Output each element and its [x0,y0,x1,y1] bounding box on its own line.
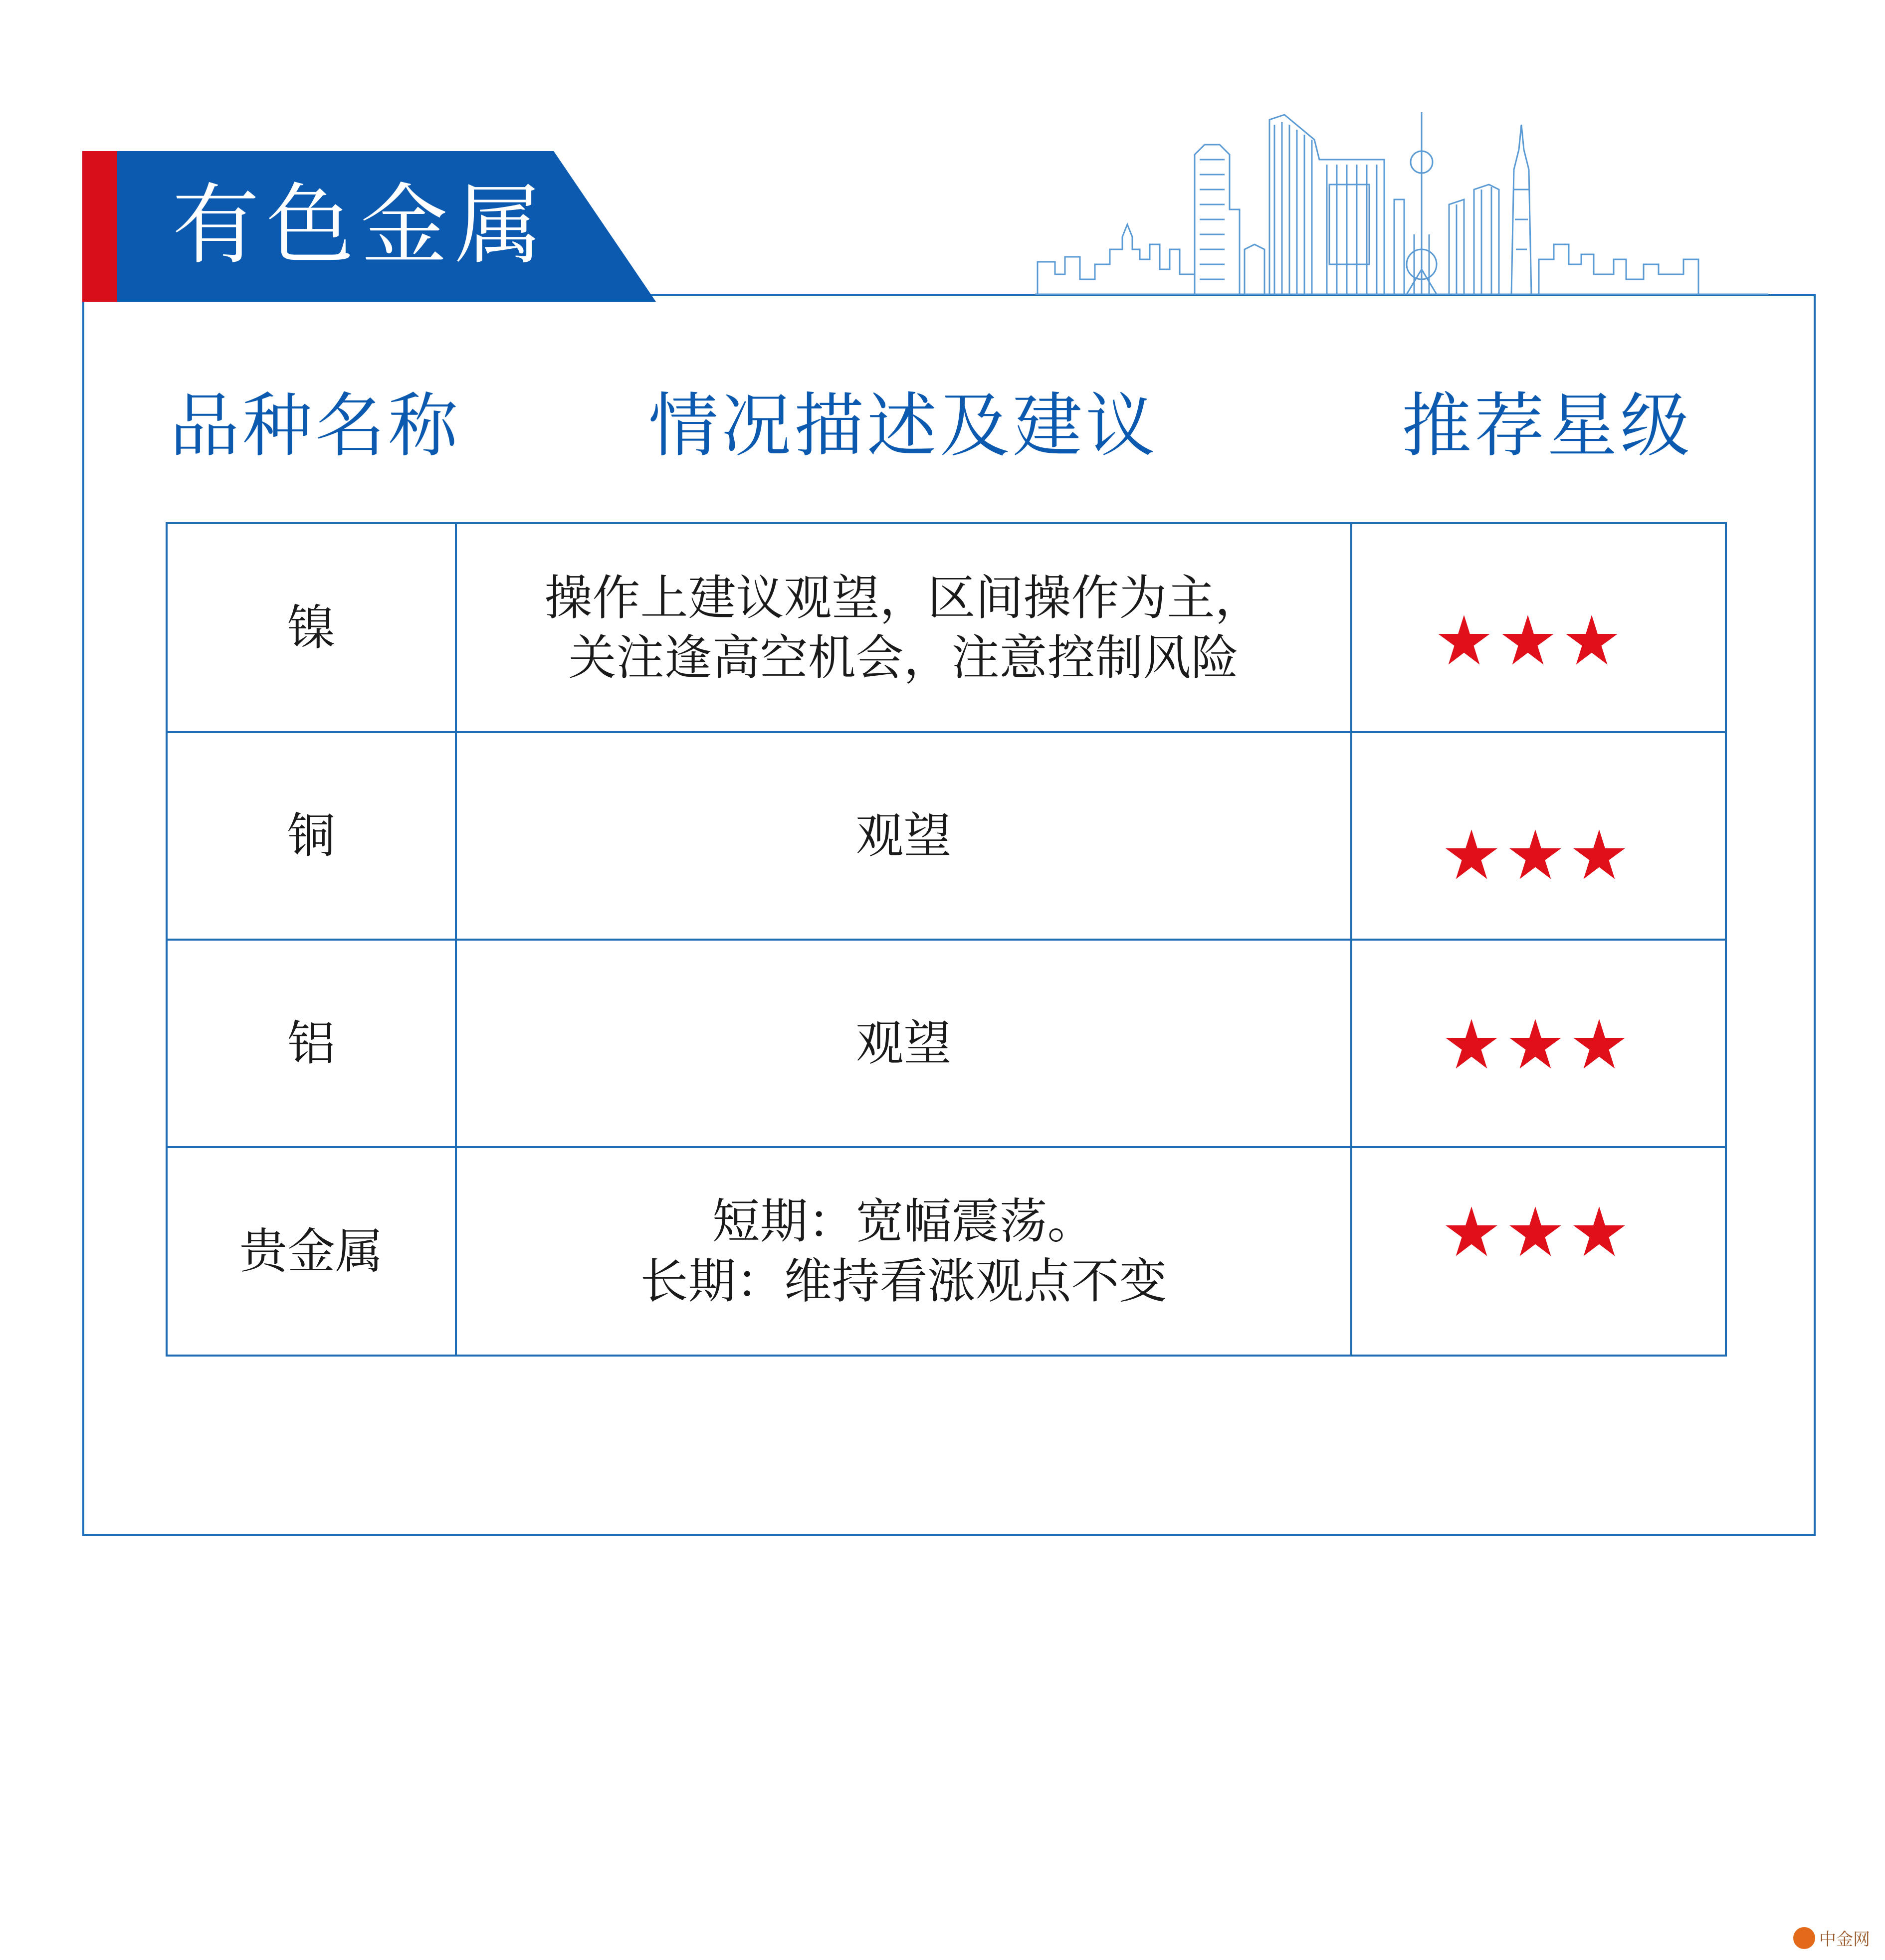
watermark-text: 中金网 [1819,1930,1870,1950]
table-row-name: 镍 [287,599,335,656]
description-line: 关注逢高空机会，注意控制风险 [568,629,1239,686]
star-icon [1508,1206,1562,1258]
column-header-description: 情况描述及建议 [648,386,1159,467]
star-rating [1445,1206,1626,1258]
star-rating [1445,1019,1626,1071]
star-rating [1445,829,1626,881]
description-line: 长期：维持看涨观点不变 [640,1253,1167,1309]
star-icon [1572,1019,1626,1071]
star-icon [1508,1019,1562,1071]
table-row-description [457,524,1350,731]
description-line: 操作上建议观望，区间操作为主， [544,570,1263,626]
star-icon [1572,1206,1626,1258]
star-icon [1565,615,1619,667]
star-icon [1445,829,1498,881]
star-icon [1572,829,1626,881]
star-icon [1508,829,1562,881]
star-icon [1437,615,1491,667]
table-row-name: 铜 [287,808,335,864]
recommendation-table [166,522,1727,1357]
table-row-description [457,733,1350,939]
table-row-description [457,1148,1350,1355]
table-row-name: 贵金属 [239,1223,383,1279]
column-header-name: 品种名称 [170,386,461,467]
description-line: 观望 [855,808,952,864]
table-row-description [457,941,1350,1146]
section-title: 有色金属 [172,175,549,276]
city-skyline-illustration [1035,110,1768,295]
watermark [1793,1926,1870,1950]
description-line: 短期：宽幅震荡。 [712,1193,1095,1249]
section-title-banner [82,151,656,302]
title-accent-bar [82,151,117,302]
column-header-rating: 推荐星级 [1402,386,1693,467]
star-icon [1501,615,1555,667]
star-rating [1437,615,1619,667]
logo-icon [1793,1927,1815,1949]
star-icon [1445,1019,1498,1071]
description-line: 观望 [855,1015,952,1071]
table-row-name: 铝 [287,1015,335,1071]
star-icon [1445,1206,1498,1258]
